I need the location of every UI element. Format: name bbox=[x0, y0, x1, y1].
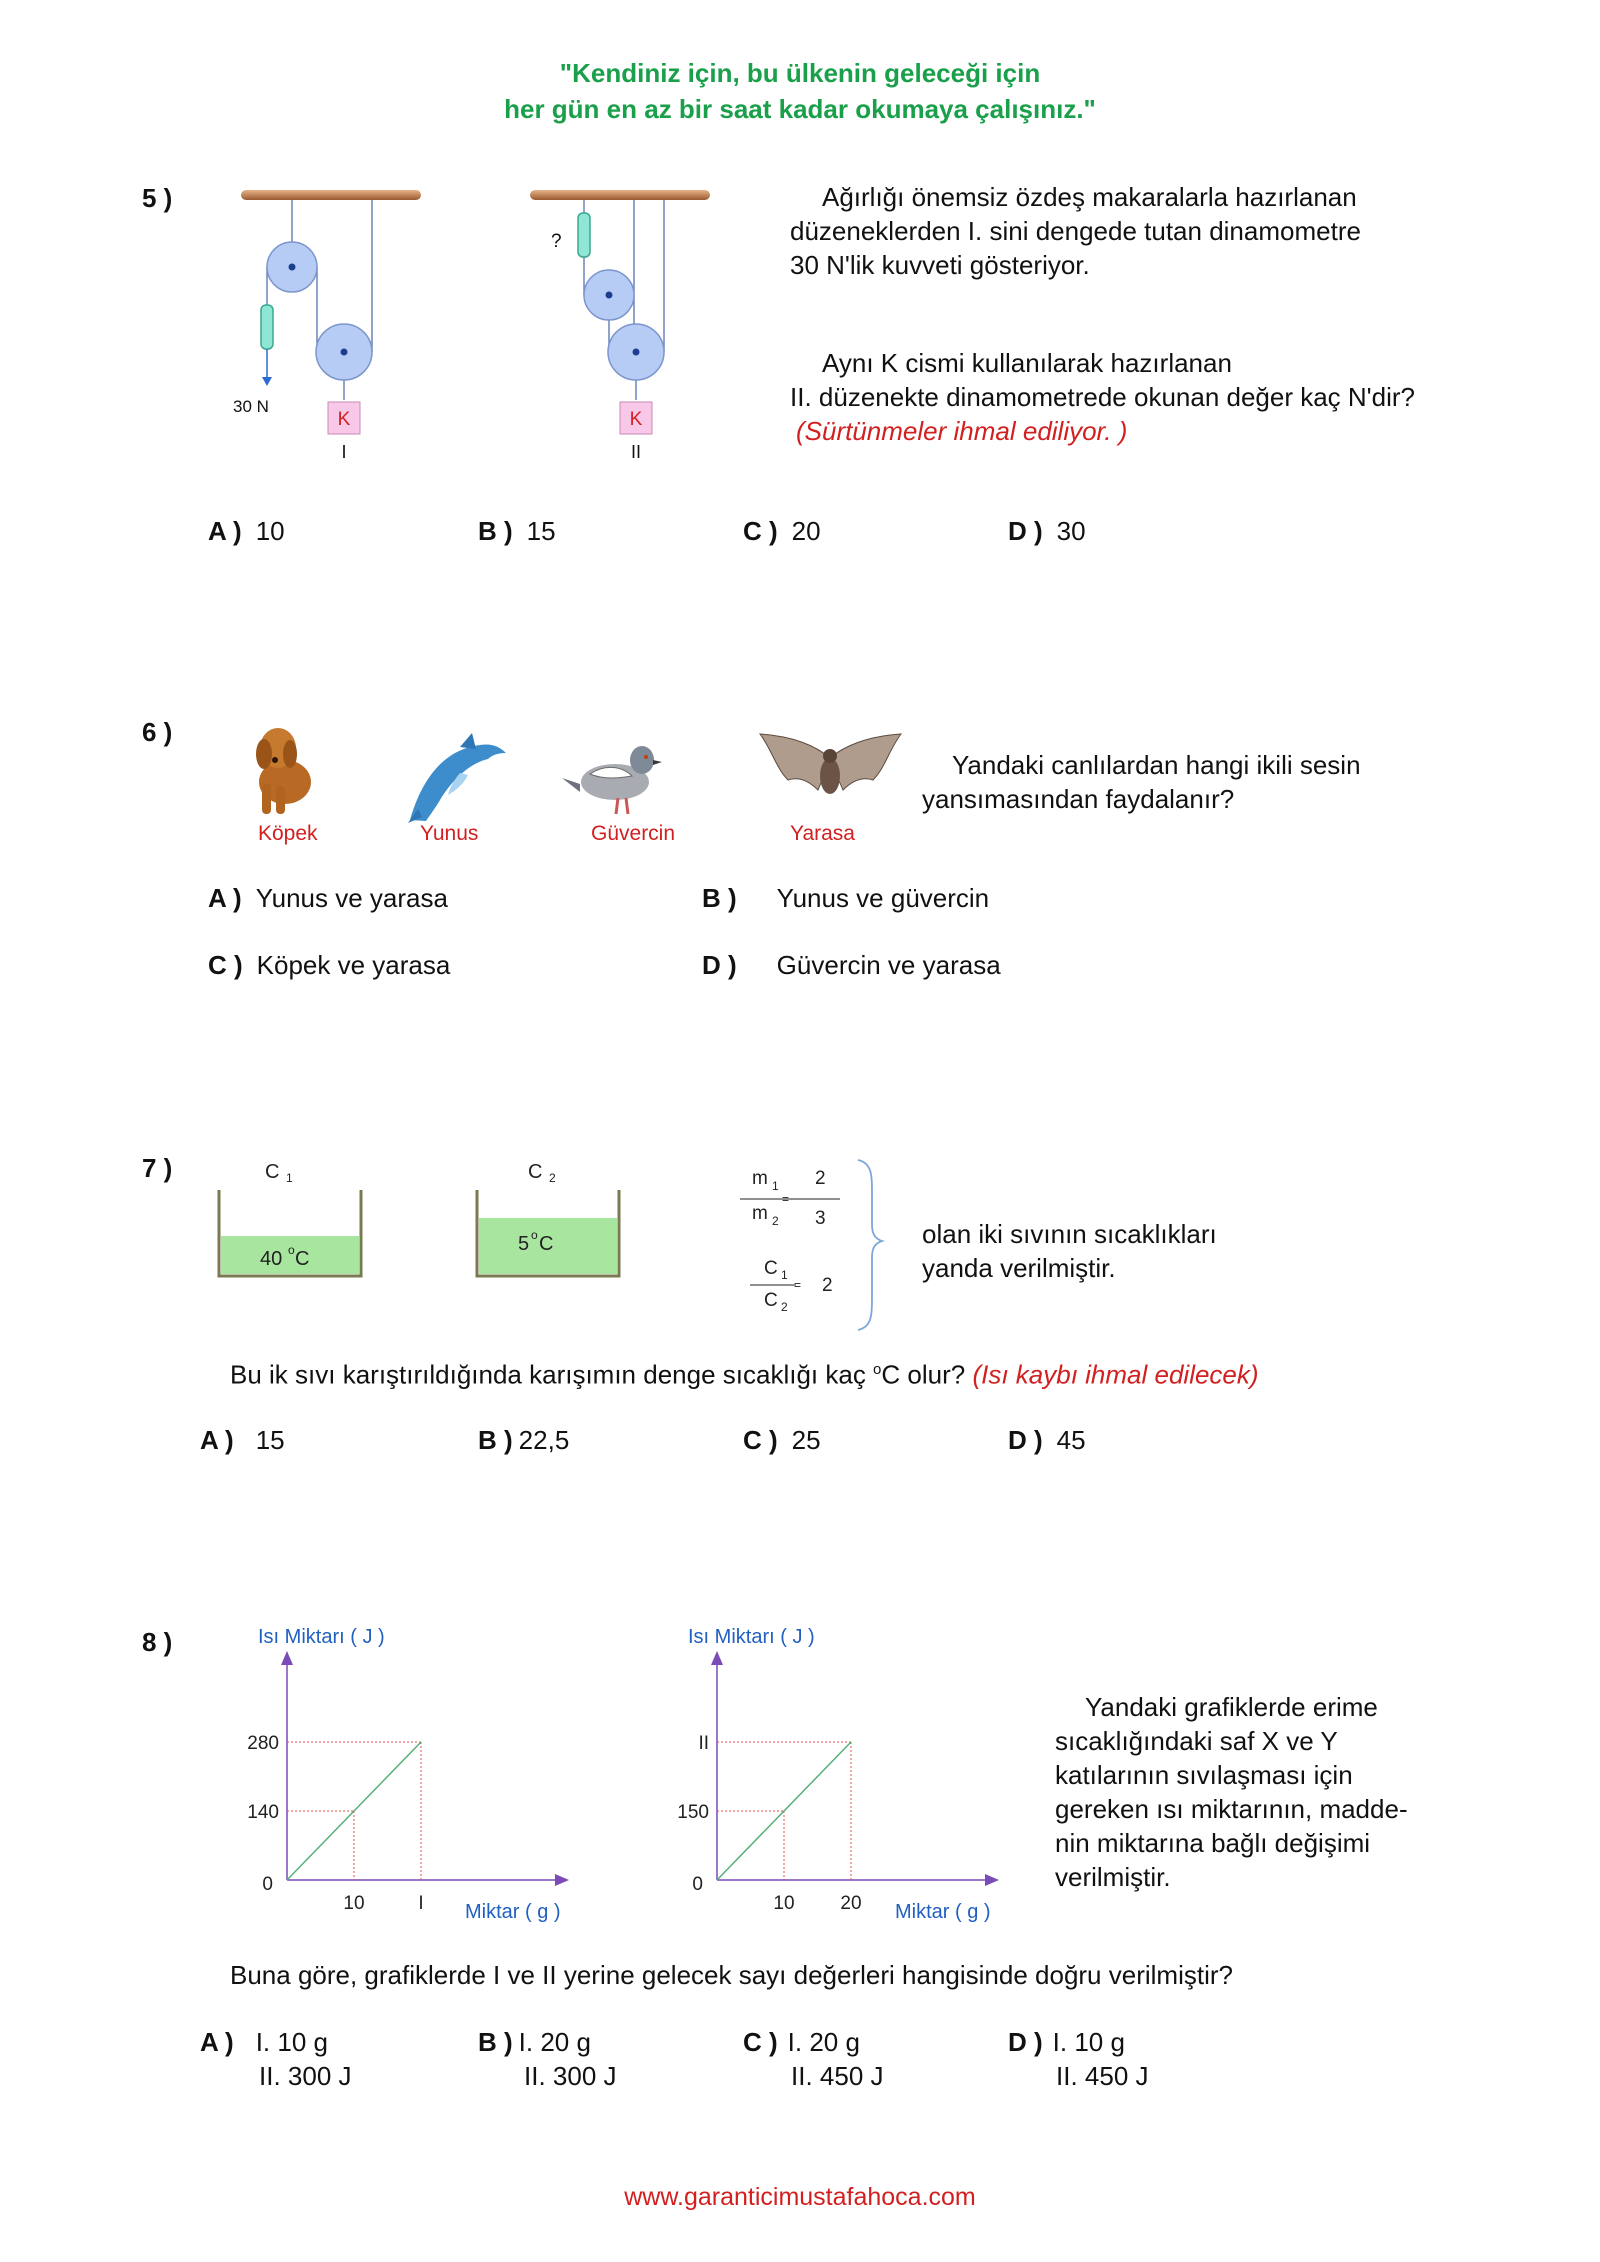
q5-text-line: Ağırlığı önemsiz özdeş makaralarla hazırlanan bbox=[822, 182, 1357, 212]
x-axis-arrow bbox=[985, 1874, 999, 1886]
mass-label: K bbox=[629, 409, 643, 430]
svg-text:=: = bbox=[782, 1192, 790, 1206]
question-5-text bbox=[790, 180, 1361, 282]
y-tick-label: 280 bbox=[247, 1733, 279, 1754]
bat-image bbox=[758, 728, 903, 813]
x-tick-label: I bbox=[418, 1893, 424, 1914]
y-axis-arrow bbox=[711, 1651, 723, 1665]
animal-label-dolphin: Yunus bbox=[420, 822, 479, 845]
svg-text:C: C bbox=[764, 1290, 778, 1311]
heat-chart-2 bbox=[660, 1625, 1080, 1925]
question-6-text bbox=[922, 748, 1361, 816]
q8-side-line: nin miktarına bağlı değişimi bbox=[1055, 1828, 1371, 1858]
heat-chart-1 bbox=[230, 1625, 650, 1925]
animal-label-pigeon: Güvercin bbox=[591, 822, 676, 845]
ceiling-bar bbox=[241, 190, 421, 200]
pulley-diagram-2 bbox=[527, 185, 727, 465]
svg-text:2: 2 bbox=[781, 1300, 788, 1314]
q5-option-b[interactable]: B ) 15 bbox=[478, 516, 556, 546]
question-7-text: Bu ik sıvı karıştırıldığında karışımın denge sıcaklığı kaç $^o$C olur? (Isı kaybı ihmal edilecek) bbox=[230, 1359, 1259, 1390]
question-6-number: 6 ) bbox=[142, 717, 173, 747]
y-axis-arrow bbox=[281, 1651, 293, 1665]
x-axis-label: Miktar ( g ) bbox=[465, 1901, 561, 1923]
svg-text:C: C bbox=[764, 1258, 778, 1279]
q8-side-line: verilmiştir. bbox=[1055, 1862, 1171, 1892]
x-tick-label: 10 bbox=[343, 1893, 365, 1914]
x-tick-label: 20 bbox=[840, 1893, 862, 1914]
q5-option-d[interactable]: D ) 30 bbox=[1008, 516, 1086, 546]
setup-label-2: II bbox=[630, 442, 642, 462]
q7-side-line: yanda verilmiştir. bbox=[922, 1253, 1116, 1283]
motto-line-1: "Kendiniz için, bu ülkenin geleceği için bbox=[559, 58, 1041, 88]
q8-option-d[interactable]: D ) I. 10 g II. 450 J bbox=[1008, 2027, 1149, 2091]
question-mark: ? bbox=[551, 231, 562, 252]
q7-option-c[interactable]: C ) 25 bbox=[743, 1425, 821, 1455]
pulley-diagram-1 bbox=[235, 185, 435, 465]
question-7-number: 7 ) bbox=[142, 1153, 173, 1183]
y-axis-label: Isı Miktarı ( J ) bbox=[258, 1626, 385, 1648]
dynamometer bbox=[261, 305, 273, 349]
q6-text-line: Yandaki canlılardan hangi ikili sesin bbox=[952, 750, 1361, 780]
question-5-number: 5 ) bbox=[142, 183, 173, 213]
svg-text:C: C bbox=[528, 1161, 543, 1183]
svg-text:2: 2 bbox=[815, 1168, 826, 1189]
svg-text:m: m bbox=[752, 1203, 768, 1224]
q6-option-a[interactable]: A ) Yunus ve yarasa bbox=[208, 883, 448, 913]
svg-text:1: 1 bbox=[772, 1179, 779, 1193]
q8-side-line: sıcaklığındaki saf X ve Y bbox=[1055, 1726, 1338, 1756]
svg-text:=: = bbox=[794, 1278, 802, 1292]
svg-text:3: 3 bbox=[815, 1208, 826, 1229]
svg-text:2: 2 bbox=[772, 1214, 779, 1228]
dynamometer bbox=[578, 213, 590, 257]
animal-label-bat: Yarasa bbox=[790, 822, 855, 845]
svg-text:1: 1 bbox=[781, 1268, 788, 1282]
q5-text-line: II. düzenekte dinamometrede okunan değer kaç N'dir? bbox=[790, 382, 1416, 412]
y-tick-label: 0 bbox=[692, 1874, 703, 1895]
q8-side-line: gereken ısı miktarının, madde- bbox=[1055, 1794, 1408, 1824]
q5-text-line: 30 N'lik kuvveti gösteriyor. bbox=[790, 250, 1090, 280]
x-axis-label: Miktar ( g ) bbox=[895, 1901, 991, 1923]
q8-option-b[interactable]: B ) I. 20 g II. 300 J bbox=[478, 2027, 617, 2091]
q7-option-d[interactable]: D ) 45 bbox=[1008, 1425, 1086, 1455]
footer-url[interactable]: www.garanticimustafahoca.com bbox=[624, 2183, 976, 2211]
svg-text:o: o bbox=[531, 1228, 538, 1242]
animal-label-dog: Köpek bbox=[258, 822, 318, 845]
q6-option-c[interactable]: C ) Köpek ve yarasa bbox=[208, 950, 451, 980]
question-8-text: Buna göre, grafiklerde I ve II yerine gelecek sayı değerleri hangisinde doğru verilmiştir? bbox=[230, 1960, 1233, 1990]
svg-text:C: C bbox=[539, 1233, 554, 1255]
svg-text:2: 2 bbox=[822, 1275, 833, 1296]
dolphin-image bbox=[400, 725, 510, 825]
motto-line-2: her gün en az bir saat kadar okumaya çalışınız." bbox=[504, 94, 1096, 124]
q7-note: (Isı kaybı ihmal edilecek) bbox=[972, 1359, 1259, 1390]
force-label: 30 N bbox=[233, 397, 269, 416]
y-tick-label: 150 bbox=[677, 1802, 709, 1823]
q5-note: (Sürtünmeler ihmal ediliyor. ) bbox=[796, 416, 1128, 446]
beaker-2 bbox=[473, 1160, 623, 1280]
beaker-1 bbox=[215, 1160, 365, 1280]
question-8-number: 8 ) bbox=[142, 1627, 173, 1657]
q7-side-line: olan iki sıvının sıcaklıkları bbox=[922, 1219, 1217, 1249]
q6-option-b[interactable]: B ) Yunus ve güvercin bbox=[702, 883, 990, 913]
question-5-text-2 bbox=[790, 346, 1415, 448]
y-tick-label: 140 bbox=[247, 1802, 279, 1823]
q5-option-c[interactable]: C ) 20 bbox=[743, 516, 821, 546]
y-tick-label: 0 bbox=[262, 1874, 273, 1895]
pigeon-image bbox=[560, 722, 670, 822]
x-tick-label: 10 bbox=[773, 1893, 795, 1914]
setup-label-1: I bbox=[341, 442, 347, 462]
mass-label: K bbox=[337, 409, 351, 430]
q7-option-a[interactable]: A ) 15 bbox=[200, 1425, 285, 1455]
svg-text:C: C bbox=[295, 1248, 310, 1270]
svg-text:o: o bbox=[288, 1243, 295, 1257]
beaker-1-temp: 40 bbox=[260, 1248, 283, 1270]
x-axis-arrow bbox=[555, 1874, 569, 1886]
q6-option-d[interactable]: D ) Güvercin ve yarasa bbox=[702, 950, 1001, 980]
y-axis-label: Isı Miktarı ( J ) bbox=[688, 1626, 815, 1648]
q6-text-line: yansımasından faydalanır? bbox=[922, 784, 1235, 814]
ratio-brace bbox=[730, 1155, 880, 1335]
q8-side-line: Yandaki grafiklerde erime bbox=[1085, 1692, 1378, 1722]
dog-image bbox=[240, 720, 320, 820]
svg-text:C: C bbox=[265, 1161, 280, 1183]
q7-option-b[interactable]: B ) 22,5 bbox=[478, 1425, 570, 1455]
svg-text:1: 1 bbox=[286, 1171, 293, 1185]
y-tick-label: II bbox=[698, 1733, 709, 1754]
q8-option-a[interactable]: A ) I. 10 g II. 300 J bbox=[200, 2027, 352, 2091]
svg-text:m: m bbox=[752, 1168, 768, 1189]
q8-option-c[interactable]: C ) I. 20 g II. 450 J bbox=[743, 2027, 884, 2091]
q8-side-line: katılarının sıvılaşması için bbox=[1055, 1760, 1353, 1790]
q5-text-line: Aynı K cismi kullanılarak hazırlanan bbox=[822, 348, 1232, 378]
question-8-side-text bbox=[1055, 1690, 1408, 1894]
q5-text-line: düzeneklerden I. sini dengede tutan dinamometre bbox=[790, 216, 1361, 246]
question-7-side-text bbox=[922, 1217, 1217, 1285]
svg-text:2: 2 bbox=[549, 1171, 556, 1185]
q5-option-a[interactable]: A ) 10 bbox=[208, 516, 285, 546]
beaker-2-temp: 5 bbox=[518, 1233, 530, 1255]
